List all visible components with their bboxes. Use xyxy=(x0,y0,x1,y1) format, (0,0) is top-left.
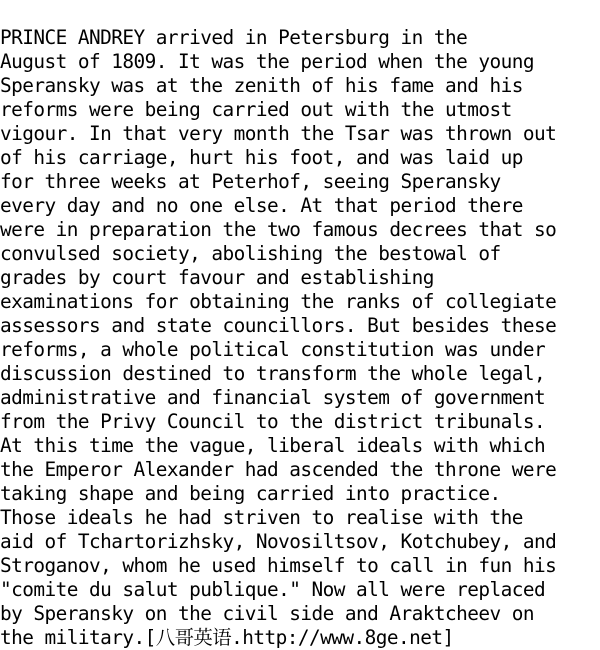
text-line-18: At this time the vague, liberal ideals with which xyxy=(0,434,546,457)
text-line-7: for three weeks at Peterhof, seeing Speransky xyxy=(0,170,501,193)
text-line-8: every day and no one else. At that period there xyxy=(0,194,523,217)
text-line-22: aid of Tchartorizhsky, Novosiltsov, Kotchubey, and xyxy=(0,530,557,553)
text-line-26: the military.[八哥英语.http://www.8ge.net] xyxy=(0,626,454,649)
text-line-20: taking shape and being carried into practice. xyxy=(0,482,501,505)
text-line-11: grades by court favour and establishing xyxy=(0,266,434,289)
text-line-19: the Emperor Alexander had ascended the throne were xyxy=(0,458,557,481)
text-line-4: reforms were being carried out with the utmost xyxy=(0,98,512,121)
text-line-25: by Speransky on the civil side and Araktcheev on xyxy=(0,602,534,625)
text-line-1: PRINCE ANDREY arrived in Petersburg in the xyxy=(0,26,468,49)
text-line-13: assessors and state councillors. But besides these xyxy=(0,314,557,337)
text-line-9: were in preparation the two famous decrees that so xyxy=(0,218,557,241)
text-line-14: reforms, a whole political constitution was under xyxy=(0,338,546,361)
text-line-3: Speransky was at the zenith of his fame and his xyxy=(0,74,523,97)
text-line-12: examinations for obtaining the ranks of collegiate xyxy=(0,290,557,313)
text-line-15: discussion destined to transform the whole legal, xyxy=(0,362,546,385)
text-line-6: of his carriage, hurt his foot, and was laid up xyxy=(0,146,523,169)
text-line-5: vigour. In that very month the Tsar was thrown out xyxy=(0,122,557,145)
text-line-24: "comite du salut publique." Now all were replaced xyxy=(0,578,546,601)
text-line-2: August of 1809. It was the period when the young xyxy=(0,50,534,73)
text-line-10: convulsed society, abolishing the bestowal of xyxy=(0,242,501,265)
text-line-16: administrative and financial system of government xyxy=(0,386,546,409)
text-line-23: Stroganov, whom he used himself to call in fun his xyxy=(0,554,557,577)
text-line-17: from the Privy Council to the district tribunals. xyxy=(0,410,546,433)
text-line-21: Those ideals he had striven to realise with the xyxy=(0,506,523,529)
